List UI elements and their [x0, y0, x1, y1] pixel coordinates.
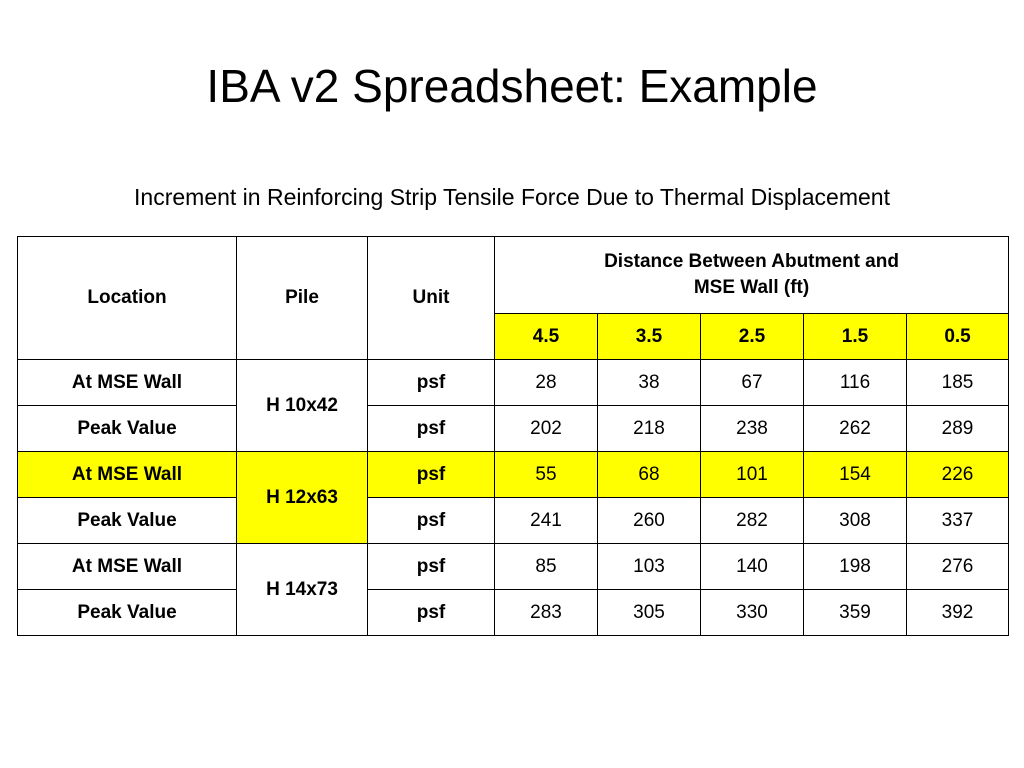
- value-cell: 276: [907, 544, 1009, 590]
- pile-cell: H 10x42: [237, 360, 368, 452]
- distance-value: 2.5: [701, 314, 804, 360]
- distance-value: 4.5: [495, 314, 598, 360]
- table-body: [18, 360, 1009, 636]
- value-cell: 359: [804, 590, 907, 636]
- header-row: [18, 237, 1009, 314]
- header-location: Location: [18, 237, 237, 360]
- value-cell: 289: [907, 406, 1009, 452]
- pile-cell: H 12x63: [237, 452, 368, 544]
- table-caption: Increment in Reinforcing Strip Tensile Force Due to Thermal Displacement: [134, 184, 890, 210]
- location-cell: Peak Value: [18, 498, 237, 544]
- unit-cell: psf: [368, 360, 495, 406]
- header-distance-line2: MSE Wall (ft): [693, 277, 810, 298]
- value-cell: 308: [804, 498, 907, 544]
- value-cell: 262: [804, 406, 907, 452]
- slide-title: IBA v2 Spreadsheet: Example: [206, 60, 818, 112]
- value-cell: 241: [495, 498, 598, 544]
- value-cell: 103: [598, 544, 701, 590]
- distance-value: 3.5: [598, 314, 701, 360]
- header-pile: Pile: [237, 237, 368, 360]
- results-table: [17, 236, 1009, 636]
- value-cell: 38: [598, 360, 701, 406]
- value-cell: 140: [701, 544, 804, 590]
- value-cell: 28: [495, 360, 598, 406]
- distance-value: 1.5: [804, 314, 907, 360]
- value-cell: 226: [907, 452, 1009, 498]
- value-cell: 218: [598, 406, 701, 452]
- unit-cell: psf: [368, 544, 495, 590]
- pile-cell: H 14x73: [237, 544, 368, 636]
- location-cell: At MSE Wall: [18, 452, 237, 498]
- location-cell: At MSE Wall: [18, 544, 237, 590]
- value-cell: 330: [701, 590, 804, 636]
- value-cell: 185: [907, 360, 1009, 406]
- value-cell: 68: [598, 452, 701, 498]
- value-cell: 198: [804, 544, 907, 590]
- value-cell: 116: [804, 360, 907, 406]
- location-cell: Peak Value: [18, 406, 237, 452]
- header-unit: Unit: [368, 237, 495, 360]
- value-cell: 85: [495, 544, 598, 590]
- header-distance: [495, 237, 1009, 314]
- table-row: [18, 360, 1009, 406]
- header-distance-line1: Distance Between Abutment and: [604, 251, 899, 272]
- value-cell: 238: [701, 406, 804, 452]
- distance-value: 0.5: [907, 314, 1009, 360]
- value-cell: 392: [907, 590, 1009, 636]
- location-cell: At MSE Wall: [18, 360, 237, 406]
- location-cell: Peak Value: [18, 590, 237, 636]
- value-cell: 55: [495, 452, 598, 498]
- unit-cell: psf: [368, 498, 495, 544]
- unit-cell: psf: [368, 406, 495, 452]
- value-cell: 305: [598, 590, 701, 636]
- value-cell: 202: [495, 406, 598, 452]
- table-row: [18, 590, 1009, 636]
- table-row: [18, 498, 1009, 544]
- unit-cell: psf: [368, 590, 495, 636]
- value-cell: 101: [701, 452, 804, 498]
- table-row: [18, 544, 1009, 590]
- value-cell: 67: [701, 360, 804, 406]
- value-cell: 154: [804, 452, 907, 498]
- table-header: [18, 237, 1009, 360]
- value-cell: 283: [495, 590, 598, 636]
- unit-cell: psf: [368, 452, 495, 498]
- value-cell: 337: [907, 498, 1009, 544]
- value-cell: 260: [598, 498, 701, 544]
- table-row-highlighted: [18, 452, 1009, 498]
- table-row: [18, 406, 1009, 452]
- value-cell: 282: [701, 498, 804, 544]
